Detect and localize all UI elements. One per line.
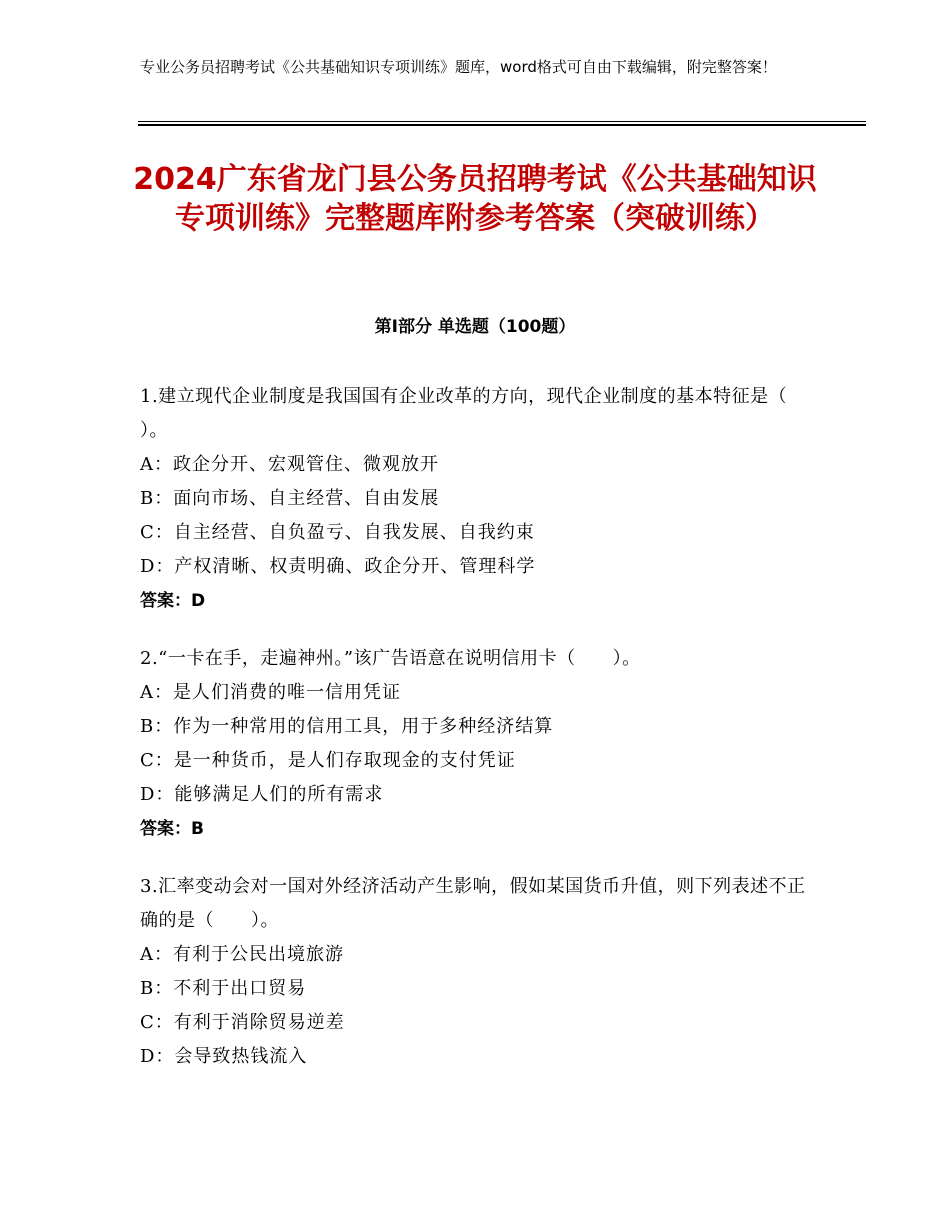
answer: 答案：B: [140, 819, 204, 839]
header-divider-thin: [138, 121, 866, 122]
question-text: 3.汇率变动会对一国对外经济活动产生影响，假如某国货币升值，则下列表述不正确的是（ ）。: [140, 876, 806, 931]
option-a: A：政企分开、宏观管住、微观放开: [140, 454, 439, 475]
option-d: D：产权清晰、权责明确、政企分开、管理科学: [140, 556, 536, 577]
option-b: B：面向市场、自主经营、自由发展: [140, 488, 440, 509]
question-2: [140, 642, 820, 846]
option-c: C：是一种货币，是人们存取现金的支付凭证: [140, 750, 516, 771]
question-text: 1.建立现代企业制度是我国国有企业改革的方向，现代企业制度的基本特征是（ ）。: [140, 386, 788, 441]
header-divider-thick: [138, 124, 866, 126]
option-a: A：有利于公民出境旅游: [140, 944, 344, 965]
document-title: 2024广东省龙门县公务员招聘考试《公共基础知识专项训练》完整题库附参考答案（突破训练）: [133, 162, 817, 236]
question-text: 2.“一卡在手，走遍神州。”该广告语意在说明信用卡（ ）。: [140, 648, 641, 669]
section-title: 第Ⅰ部分 单选题（100题）: [374, 317, 576, 337]
option-c: C：有利于消除贸易逆差: [140, 1012, 345, 1033]
question-1: [140, 380, 820, 618]
option-a: A：是人们消费的唯一信用凭证: [140, 682, 401, 703]
answer: 答案：D: [140, 591, 206, 611]
option-b: B：不利于出口贸易: [140, 978, 307, 999]
option-d: D：会导致热钱流入: [140, 1046, 308, 1067]
option-b: B：作为一种常用的信用工具，用于多种经济结算: [140, 716, 554, 737]
option-d: D：能够满足人们的所有需求: [140, 784, 384, 805]
question-3: [140, 870, 820, 1074]
option-c: C：自主经营、自负盈亏、自我发展、自我约束: [140, 522, 535, 543]
header-note: 专业公务员招聘考试《公共基础知识专项训练》题库，word格式可自由下载编辑，附完整答案！: [140, 58, 777, 76]
question-list: [140, 380, 820, 1098]
